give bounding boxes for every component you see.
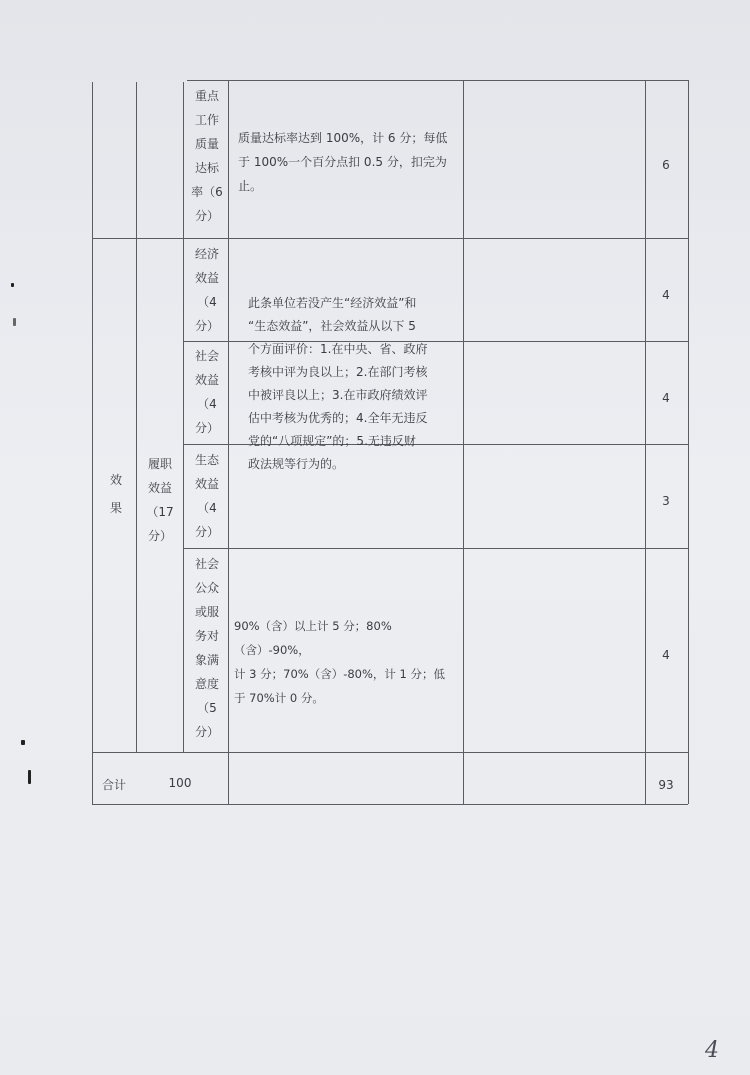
economic-score: 4 (662, 288, 670, 302)
col-divider-2 (183, 82, 184, 752)
col-divider-4 (463, 80, 464, 804)
social-score: 4 (662, 391, 670, 405)
eco-label: 生态 效益 （4 分） (194, 453, 219, 539)
satisfaction-score: 4 (662, 648, 670, 662)
satisfaction-criteria: 90%（含）以上计 5 分；80%（含）-90%， 计 3 分；70%（含）-80%，计 1 分；低 于 70%计 0 分。 (234, 619, 446, 705)
table-border-bottom (92, 804, 688, 805)
table-border-top (187, 80, 689, 81)
benefit-criteria: 此条单位若没产生“经济效益”和 “生态效益”，社会效益从以下 5 个方面评价：1.在中央、省、政府 考核中评为良以上；2.在部门考核 中被评良以上；3.在市政府绩效评 估中考核为优秀的；4.全年无违反 党的“八项规定”的；5.无违反财 政法规等行为的。 (248, 296, 428, 471)
col-divider-3 (228, 80, 229, 804)
row-divider-eco (183, 548, 688, 549)
page-number: 4 (705, 1038, 719, 1063)
social-label: 社会 效益 （4 分） (194, 349, 219, 435)
quality-score: 6 (662, 158, 670, 172)
eco-score: 3 (662, 494, 670, 508)
col-divider-5 (645, 80, 646, 804)
total-score: 93 (658, 778, 674, 792)
quality-criteria: 质量达标率达到 100%，计 6 分；每低 于 100%一个百分点扣 0.5 分，扣完为 止。 (238, 131, 448, 193)
level1-label: 效 果 (109, 473, 122, 515)
economic-label: 经济 效益 （4 分） (194, 247, 219, 333)
binding-mark (13, 318, 16, 326)
table-border-left (92, 82, 93, 804)
binding-mark (11, 283, 14, 287)
satisfaction-label: 社会 公众 或服 务对 象满 意度 （5 分） (194, 557, 219, 739)
quality-label: 重点 工作 质量 达标 率（6 分） (191, 89, 223, 223)
row-divider-total (92, 752, 688, 753)
binding-mark (21, 740, 25, 745)
row-divider-quality (92, 238, 688, 239)
col-divider-1 (136, 82, 137, 752)
table-border-right (688, 80, 689, 804)
level2-label: 履职 效益 （17 分） (146, 457, 174, 543)
total-full-score: 100 (168, 776, 192, 790)
binding-mark (28, 770, 31, 784)
total-label: 合计 (101, 778, 126, 792)
